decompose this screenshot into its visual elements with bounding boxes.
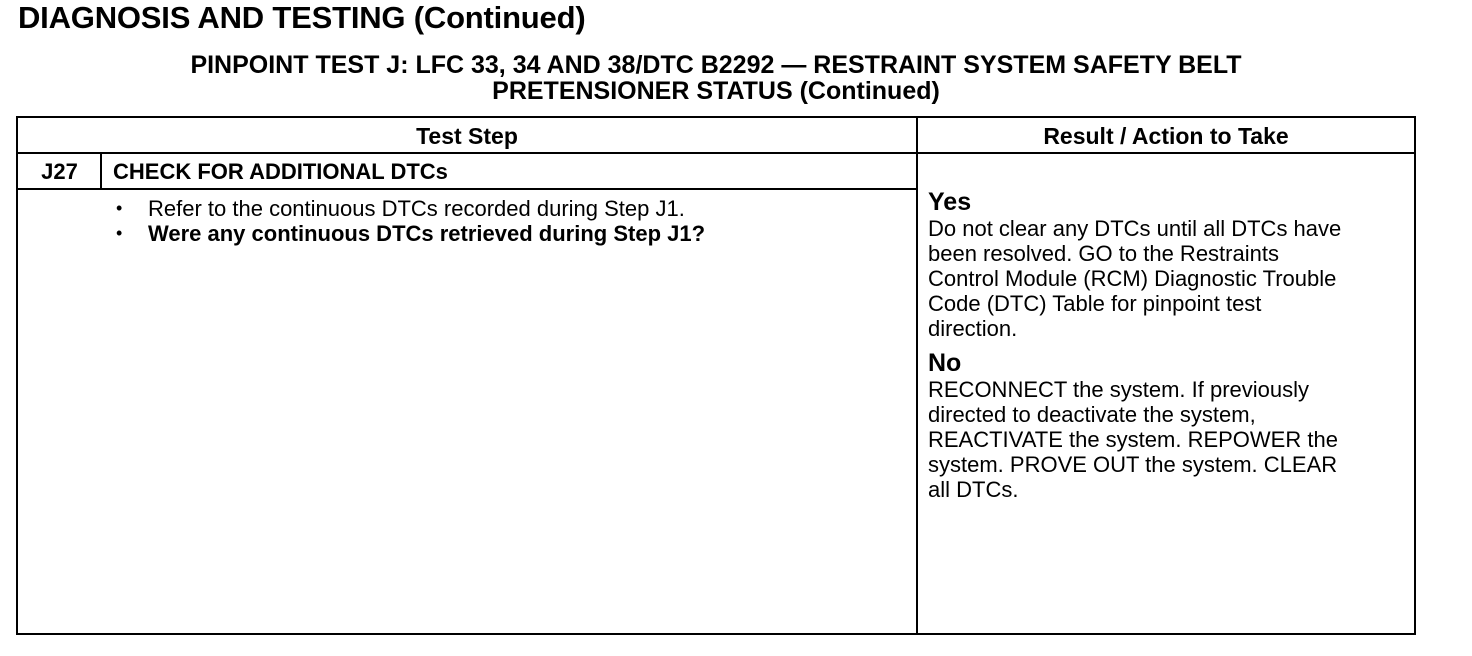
result-column xyxy=(928,188,1418,510)
result-line: directed to deactivate the system, xyxy=(928,402,1256,427)
pinpoint-test-table xyxy=(16,116,1416,635)
step-title: CHECK FOR ADDITIONAL DTCs xyxy=(113,159,448,184)
result-line: Control Module (RCM) Diagnostic Trouble xyxy=(928,266,1337,291)
step-bullet-list xyxy=(110,196,705,246)
result-yes-text xyxy=(928,216,1418,341)
result-no-label: No xyxy=(928,349,962,377)
test-step-header: Test Step xyxy=(416,123,518,149)
pinpoint-test-title xyxy=(16,52,1416,104)
result-line: been resolved. GO to the Restraints xyxy=(928,241,1279,266)
pinpoint-test-title-line-1: PINPOINT TEST J: LFC 33, 34 AND 38/DTC B2292 — RESTRAINT SYSTEM SAFETY BELT xyxy=(190,51,1242,79)
step-id: J27 xyxy=(41,159,78,184)
result-line: system. PROVE OUT the system. CLEAR xyxy=(928,452,1338,477)
pinpoint-test-title-line-2: PRETENSIONER STATUS (Continued) xyxy=(492,77,940,105)
bullet-text: Refer to the continuous DTCs recorded during Step J1. xyxy=(148,196,685,221)
list-item xyxy=(110,196,705,221)
result-line: RECONNECT the system. If previously xyxy=(928,377,1310,402)
result-line: all DTCs. xyxy=(928,477,1019,502)
page-title: DIAGNOSIS AND TESTING (Continued) xyxy=(18,0,586,35)
result-yes-label: Yes xyxy=(928,188,972,216)
result-line: Do not clear any DTCs until all DTCs have xyxy=(928,216,1342,241)
bullet-text: Were any continuous DTCs retrieved during Step J1? xyxy=(148,221,706,246)
result-line: Code (DTC) Table for pinpoint test xyxy=(928,291,1262,316)
bullet-icon: • xyxy=(116,223,123,243)
bullet-icon: • xyxy=(116,198,123,218)
list-item-question xyxy=(110,221,705,246)
result-line: REACTIVATE the system. REPOWER the xyxy=(928,427,1338,452)
result-line: direction. xyxy=(928,316,1018,341)
column-divider xyxy=(916,118,918,633)
result-action-header: Result / Action to Take xyxy=(1043,123,1289,149)
result-no-text xyxy=(928,377,1418,502)
